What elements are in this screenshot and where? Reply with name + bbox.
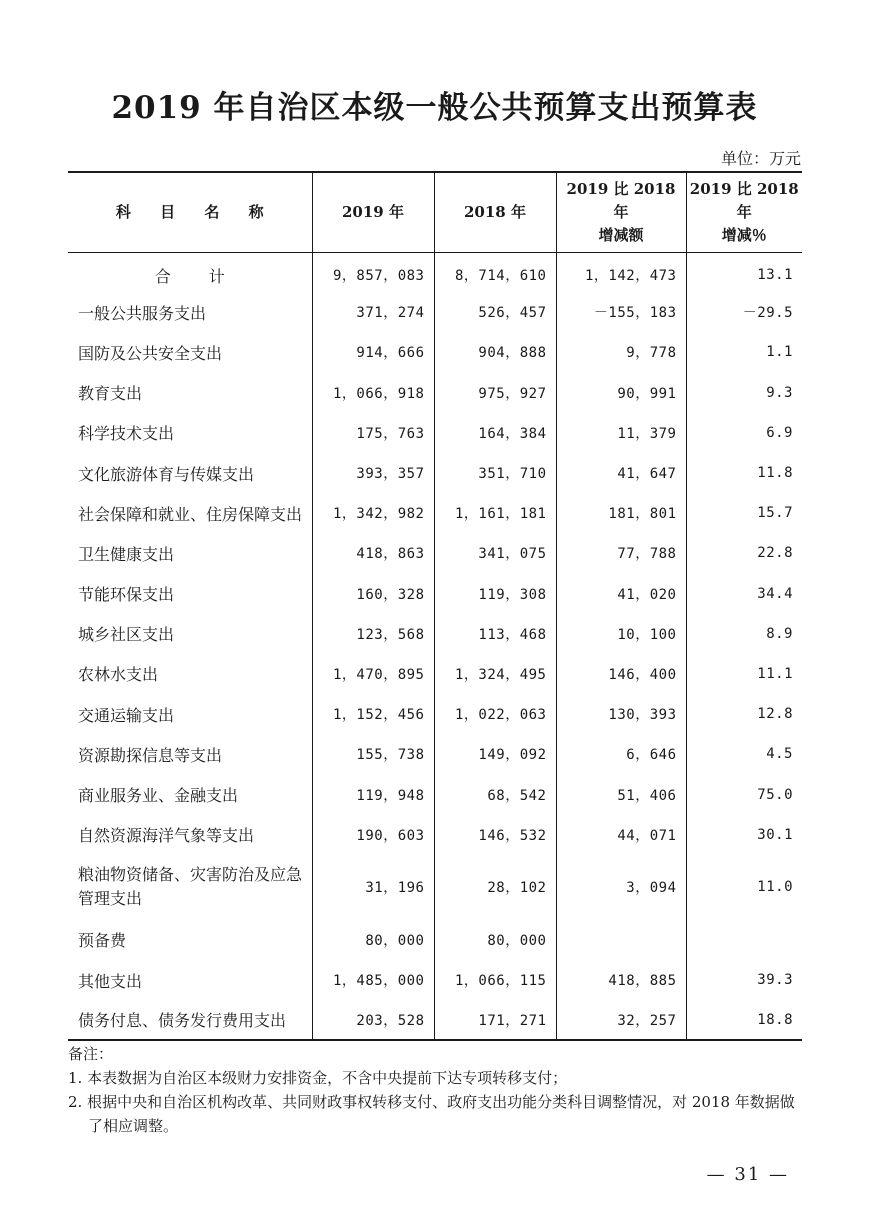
diff-amount-cell: 6，646 bbox=[556, 734, 686, 774]
diff-amount-cell: －155，183 bbox=[556, 292, 686, 332]
budget-table bbox=[68, 171, 802, 1041]
page-number: — 31 — bbox=[706, 1164, 789, 1185]
diff-pct-cell: 34.4 bbox=[686, 574, 802, 614]
diff-amount-cell: 44，071 bbox=[556, 815, 686, 855]
subject-cell: 卫生健康支出 bbox=[78, 544, 175, 564]
value-2019-cell: 175，763 bbox=[312, 413, 434, 453]
table-row bbox=[68, 734, 802, 774]
table-row bbox=[68, 855, 802, 920]
header-diff-pct bbox=[686, 172, 802, 252]
value-2018-cell: 149，092 bbox=[434, 734, 556, 774]
value-2019-cell: 914，666 bbox=[312, 332, 434, 372]
subject-cell: 资源勘探信息等支出 bbox=[78, 745, 223, 765]
value-2019-cell: 155，738 bbox=[312, 734, 434, 774]
value-2018-cell: 351，710 bbox=[434, 453, 556, 493]
table-row bbox=[68, 614, 802, 654]
table-row bbox=[68, 453, 802, 493]
subject-cell: 文化旅游体育与传媒支出 bbox=[78, 464, 255, 484]
table-body bbox=[68, 252, 802, 1040]
value-2018-cell: 80，000 bbox=[434, 920, 556, 960]
table-row bbox=[68, 694, 802, 734]
subject-cell: 城乡社区支出 bbox=[78, 625, 175, 645]
subject-cell: 债务付息、债务发行费用支出 bbox=[68, 1000, 312, 1040]
value-2019-cell: 1，470，895 bbox=[312, 654, 434, 694]
diff-pct-cell: 13.1 bbox=[686, 252, 802, 292]
unit-label: 单位：万元 bbox=[720, 149, 801, 168]
value-2018-cell: 904，888 bbox=[434, 332, 556, 372]
table-header-row bbox=[68, 172, 802, 252]
notes-heading: 备注： bbox=[68, 1045, 114, 1063]
subject-cell: 合计 bbox=[154, 266, 263, 286]
value-2019-cell: 123，568 bbox=[312, 614, 434, 654]
value-2018-cell: 1，022，063 bbox=[434, 694, 556, 734]
table-row-total bbox=[68, 252, 802, 292]
diff-pct-cell: 11.0 bbox=[686, 855, 802, 920]
table-row bbox=[68, 533, 802, 573]
value-2019-cell: 1，066，918 bbox=[312, 373, 434, 413]
notes bbox=[68, 1042, 802, 1138]
diff-pct-cell: 1.1 bbox=[686, 332, 802, 372]
diff-pct-cell: 6.9 bbox=[686, 413, 802, 453]
header-diff-amount-line1: 2019 比 2018 年 bbox=[566, 179, 676, 221]
value-2018-cell: 8，714，610 bbox=[434, 252, 556, 292]
value-2019-cell: 371，274 bbox=[312, 292, 434, 332]
diff-amount-cell: 32，257 bbox=[556, 1000, 686, 1040]
diff-amount-cell: 41，020 bbox=[556, 574, 686, 614]
diff-pct-cell: 18.8 bbox=[686, 1000, 802, 1040]
table-row bbox=[68, 815, 802, 855]
diff-amount-cell: 51，406 bbox=[556, 774, 686, 814]
diff-pct-cell bbox=[686, 920, 802, 960]
value-2019-cell: 393，357 bbox=[312, 453, 434, 493]
table-row bbox=[68, 654, 802, 694]
subject-cell: 商业服务业、金融支出 bbox=[78, 786, 239, 806]
value-2019-cell: 31，196 bbox=[312, 855, 434, 920]
diff-amount-cell: 10，100 bbox=[556, 614, 686, 654]
diff-pct-cell: 12.8 bbox=[686, 694, 802, 734]
diff-amount-cell: 9，778 bbox=[556, 332, 686, 372]
header-2019: 2019 年 bbox=[312, 172, 434, 252]
header-2018: 2018 年 bbox=[434, 172, 556, 252]
subject-cell: 其他支出 bbox=[78, 971, 143, 991]
diff-amount-cell: 418，885 bbox=[556, 960, 686, 1000]
header-subject: 科 目 名 称 bbox=[68, 172, 312, 252]
diff-amount-cell: 90，991 bbox=[556, 373, 686, 413]
diff-amount-cell: 146，400 bbox=[556, 654, 686, 694]
subject-cell: 预备费 bbox=[78, 931, 127, 951]
value-2019-cell: 119，948 bbox=[312, 774, 434, 814]
value-2018-cell: 341，075 bbox=[434, 533, 556, 573]
diff-pct-cell: 30.1 bbox=[686, 815, 802, 855]
value-2019-cell: 190，603 bbox=[312, 815, 434, 855]
value-2019-cell: 160，328 bbox=[312, 574, 434, 614]
subject-cell: 粮油物资储备、灾害防治及应急管理支出 bbox=[78, 865, 303, 909]
table-row bbox=[68, 960, 802, 1000]
subject-cell: 科学技术支出 bbox=[78, 424, 175, 444]
subject-cell: 社会保障和就业、住房保障支出 bbox=[78, 504, 303, 524]
diff-pct-cell: 75.0 bbox=[686, 774, 802, 814]
value-2019-cell: 9，857，083 bbox=[312, 252, 434, 292]
value-2019-cell: 80，000 bbox=[312, 920, 434, 960]
value-2018-cell: 975，927 bbox=[434, 373, 556, 413]
value-2018-cell: 68，542 bbox=[434, 774, 556, 814]
header-diff-pct-line1: 2019 比 2018 年 bbox=[689, 179, 799, 221]
diff-amount-cell: 181，801 bbox=[556, 493, 686, 533]
diff-pct-cell: 39.3 bbox=[686, 960, 802, 1000]
value-2019-cell: 1，152，456 bbox=[312, 694, 434, 734]
value-2018-cell: 113，468 bbox=[434, 614, 556, 654]
subject-cell: 交通运输支出 bbox=[78, 705, 175, 725]
diff-pct-cell: 9.3 bbox=[686, 373, 802, 413]
note-item: 2. 根据中央和自治区机构改革、共同财政事权转移支付、政府支出功能分类科目调整情况，对 2018 年数据做了相应调整。 bbox=[68, 1093, 795, 1135]
value-2018-cell: 28，102 bbox=[434, 855, 556, 920]
note-item: 1. 本表数据为自治区本级财力安排资金，不含中央提前下达专项转移支付； bbox=[68, 1069, 568, 1087]
table-row bbox=[68, 1000, 802, 1040]
value-2018-cell: 1，324，495 bbox=[434, 654, 556, 694]
diff-amount-cell: 41，647 bbox=[556, 453, 686, 493]
subject-cell: 自然资源海洋气象等支出 bbox=[78, 826, 255, 846]
table-row bbox=[68, 774, 802, 814]
value-2018-cell: 164，384 bbox=[434, 413, 556, 453]
diff-amount-cell: 77，788 bbox=[556, 533, 686, 573]
value-2019-cell: 418，863 bbox=[312, 533, 434, 573]
table-row bbox=[68, 413, 802, 453]
subject-cell: 一般公共服务支出 bbox=[78, 303, 207, 323]
value-2019-cell: 1，485，000 bbox=[312, 960, 434, 1000]
diff-pct-cell: 4.5 bbox=[686, 734, 802, 774]
subject-cell: 农林水支出 bbox=[78, 665, 159, 685]
value-2018-cell: 1，066，115 bbox=[434, 960, 556, 1000]
diff-pct-cell: 11.8 bbox=[686, 453, 802, 493]
diff-pct-cell: 11.1 bbox=[686, 654, 802, 694]
diff-amount-cell bbox=[556, 920, 686, 960]
value-2019-cell: 203，528 bbox=[312, 1000, 434, 1040]
diff-pct-cell: 15.7 bbox=[686, 493, 802, 533]
table-row bbox=[68, 332, 802, 372]
diff-amount-cell: 130，393 bbox=[556, 694, 686, 734]
header-diff-amount-line2: 增减额 bbox=[598, 225, 644, 244]
diff-pct-cell: 8.9 bbox=[686, 614, 802, 654]
diff-amount-cell: 11，379 bbox=[556, 413, 686, 453]
subject-cell: 节能环保支出 bbox=[78, 585, 175, 605]
value-2018-cell: 146，532 bbox=[434, 815, 556, 855]
diff-pct-cell: －29.5 bbox=[686, 292, 802, 332]
value-2018-cell: 119，308 bbox=[434, 574, 556, 614]
table-row bbox=[68, 574, 802, 614]
value-2018-cell: 526，457 bbox=[434, 292, 556, 332]
table-row bbox=[68, 920, 802, 960]
header-diff-amount bbox=[556, 172, 686, 252]
diff-amount-cell: 1，142，473 bbox=[556, 252, 686, 292]
subject-cell: 教育支出 bbox=[78, 384, 143, 404]
diff-pct-cell: 22.8 bbox=[686, 533, 802, 573]
header-diff-pct-line2: 增减％ bbox=[721, 225, 767, 244]
table-row bbox=[68, 493, 802, 533]
value-2019-cell: 1，342，982 bbox=[312, 493, 434, 533]
table-row bbox=[68, 373, 802, 413]
diff-amount-cell: 3，094 bbox=[556, 855, 686, 920]
value-2018-cell: 1，161，181 bbox=[434, 493, 556, 533]
value-2018-cell: 171，271 bbox=[434, 1000, 556, 1040]
page-title: 2019 年自治区本级一般公共预算支出预算表 bbox=[111, 90, 758, 126]
subject-cell: 国防及公共安全支出 bbox=[78, 343, 223, 363]
table-row bbox=[68, 292, 802, 332]
